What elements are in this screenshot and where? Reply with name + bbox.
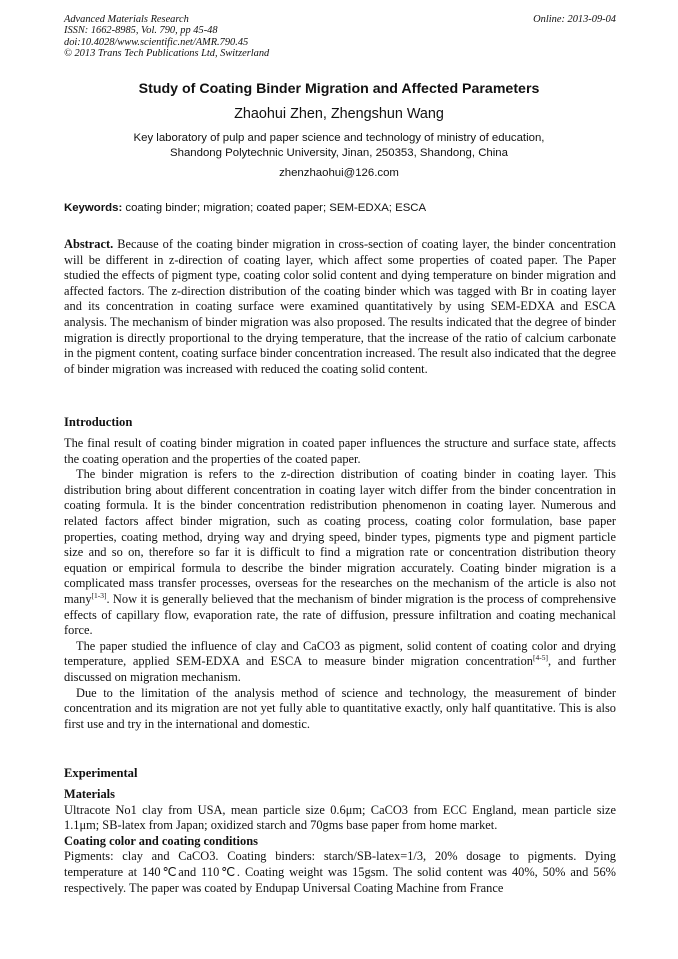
author-email: zhenzhaohui@126.com (279, 167, 399, 179)
journal-name: Advanced Materials Research (64, 14, 189, 25)
intro-paragraph-3-cont: , and further discussed on migration mechanism. (64, 654, 617, 684)
intro-paragraph-3 (64, 639, 616, 686)
doi: doi:10.4028/www.scientific.net/AMR.790.45 (64, 36, 249, 48)
introduction-heading: Introduction (64, 415, 133, 429)
experimental-heading: Experimental (64, 766, 138, 780)
intro-paragraph-4: Due to the limitation of the analysis method of science and technology, the measurement of binder concentration and its migration are not yet fully able to quantitative exactly, only half quantitative. This is also first use and try in the international and domestic. (64, 685, 616, 731)
citation-1-3: [1-3] (91, 590, 107, 600)
abstract (64, 237, 616, 377)
intro-paragraph-1: The final result of coating binder migration in coated paper influences the structure and surface state, affects the coating operation and the properties of the coated paper. (64, 436, 616, 466)
intro-paragraph-3-text: The paper studied the influence of clay and CaCO3 as pigment, solid content of coating color and drying temperature, applied SEM-EDXA and ESCA to measure binder migration concentration (64, 638, 616, 669)
keywords-label: Keywords: (64, 202, 123, 214)
introduction-body (64, 436, 616, 732)
intro-paragraph-2-text: The binder migration is refers to the z-direction distribution of coating binder in coating layer. This distribution bring about different concentration in coating layer witch differ from the binder concentration in coating formula. It is the binder concentration redistribution phenomenon in coating layer. Numerous and related factors affect binder migration, such as coating process, coating color formulation, base paper properties, coating method, drying way and drying speed, binder types, pigments type and pigment particle size and so on, therefore so far it is difficult to find a migration rate or concentration distribution theory equation or empirical formula to describe the binder migration accurately. Coating binder migration is a complicated mass transfer processes, overseas for the researches on the mechanism of the article is also not many (64, 467, 616, 606)
affiliation (0, 131, 678, 161)
copyright: © 2013 Trans Tech Publications Ltd, Switzerland (64, 48, 270, 60)
abstract-text: Because of the coating binder migration in cross-section of coating layer, the binder concentration will be different in z-direction of coating layer, which affect some properties of coated paper. The Paper studied the effects of pigment type, coating color solid content and dying temperature on binder migration and affected factors. The z-direction distribution of the coating binder which was tagged with Br in coating layer and its concentration in coating surface were examined quantitatively by using SEM-EDXA and ESCA analysis. The mechanism of binder migration was also proposed. The results indicated that the degree of binder migration is directly proportional to the drying temperature, that the increase of the ratio of calcium carbonate in the pigment content, coating surface binder concentration increased. The result also indicated that the degree of binder migration was increased with reduced the coating solid content. (64, 237, 616, 376)
citation-4-5: [4-5] (533, 653, 548, 663)
experimental-body (64, 787, 616, 896)
materials-heading: Materials (64, 787, 115, 801)
intro-paragraph-2 (64, 467, 616, 639)
coating-conditions-heading: Coating color and coating conditions (64, 833, 258, 848)
authors: Zhaohui Zhen, Zhengshun Wang (234, 106, 444, 122)
abstract-label: Abstract. (64, 237, 114, 251)
coating-conditions-text: Pigments: clay and CaCO3. Coating binders: starch/SB-latex=1/3, 20% dosage to pigments. Dying temperature at 140℃and 110℃. Coating weight was 15gsm. The solid content was 40%, 50% and 56% respectively. The paper was coated by Endupap Universal Coating Machine from France (64, 849, 616, 895)
affiliation-line-2: Shandong Polytechnic University, Jinan, 250353, Shandong, China (170, 147, 508, 159)
intro-paragraph-2-cont: . Now it is generally believed that the mechanism of binder migration is the process of comprehensive effects of capillary flow, evaporation rate, the rate of diffusion, pressure infiltration and coating mechanical force. (64, 591, 616, 638)
affiliation-line-1: Key laboratory of pulp and paper science and technology of ministry of education, (133, 132, 545, 144)
materials-text: Ultracote No1 clay from USA, mean particle size 0.6μm; CaCO3 from ECC England, mean particle size 1.1μm; SB-latex from Japan; oxidized starch and 70gms base paper from home market. (64, 802, 616, 833)
issn: ISSN: 1662-8985, Vol. 790, pp 45-48 (64, 25, 218, 37)
journal-header (64, 14, 616, 60)
online-date: Online: 2013-09-04 (533, 14, 616, 25)
keywords (64, 202, 616, 214)
paper-title: Study of Coating Binder Migration and Affected Parameters (138, 81, 540, 97)
keywords-text: coating binder; migration; coated paper; SEM-EDXA; ESCA (122, 202, 427, 214)
